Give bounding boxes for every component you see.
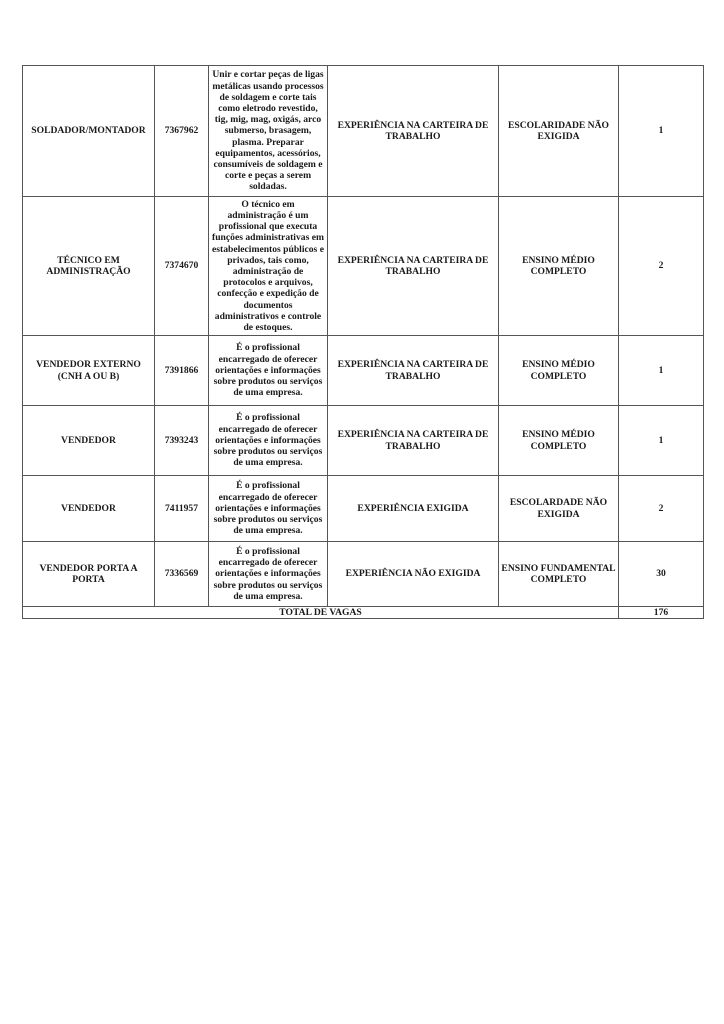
- education-cell: ENSINO FUNDAMENTAL COMPLETO: [499, 542, 619, 607]
- openings-count-cell: 30: [619, 542, 704, 607]
- job-description-cell: Unir e cortar peças de ligas metálicas usando processos de soldagem e corte tais como eletrodo revestido, tig, mig, mag, oxigás, arco submerso, brasagem, plasma. Preparar equipamentos, acessórios, consumíveis de soldagem e corte e peças a serem soldadas.: [209, 66, 328, 197]
- openings-count-cell: 1: [619, 406, 704, 476]
- job-title-cell: TÉCNICO EM ADMINISTRAÇÃO: [23, 197, 155, 336]
- experience-cell: EXPERIÊNCIA NA CARTEIRA DE TRABALHO: [328, 336, 499, 406]
- job-code-cell: 7411957: [155, 476, 209, 542]
- job-description-cell: É o profissional encarregado de oferecer orientações e informações sobre produtos ou serviços de uma empresa.: [209, 476, 328, 542]
- table-row: [23, 406, 704, 476]
- openings-count-cell: 1: [619, 66, 704, 197]
- table-row: [23, 336, 704, 406]
- job-description-cell: O técnico em administração é um profissional que executa funções administrativas em estabelecimentos públicos e privados, tais como, administração de protocolos e arquivos, confecção e expedição de documentos administrativos e controle de estoques.: [209, 197, 328, 336]
- experience-cell: EXPERIÊNCIA NA CARTEIRA DE TRABALHO: [328, 406, 499, 476]
- experience-cell: EXPERIÊNCIA EXIGIDA: [328, 476, 499, 542]
- job-description-cell: É o profissional encarregado de oferecer orientações e informações sobre produtos ou serviços de uma empresa.: [209, 542, 328, 607]
- job-openings-table: [22, 65, 704, 619]
- experience-cell: EXPERIÊNCIA NÃO EXIGIDA: [328, 542, 499, 607]
- table-row: [23, 66, 704, 197]
- openings-count-cell: 1: [619, 336, 704, 406]
- job-code-cell: 7374670: [155, 197, 209, 336]
- total-label: TOTAL DE VAGAS: [23, 607, 619, 619]
- job-code-cell: 7336569: [155, 542, 209, 607]
- education-cell: ENSINO MÉDIO COMPLETO: [499, 197, 619, 336]
- experience-cell: EXPERIÊNCIA NA CARTEIRA DE TRABALHO: [328, 197, 499, 336]
- table-row: [23, 197, 704, 336]
- table-row: [23, 476, 704, 542]
- education-cell: ESCOLARDADE NÃO EXIGIDA: [499, 476, 619, 542]
- job-code-cell: 7391866: [155, 336, 209, 406]
- job-title-cell: VENDEDOR EXTERNO (CNH A OU B): [23, 336, 155, 406]
- job-description-cell: É o profissional encarregado de oferecer orientações e informações sobre produtos ou serviços de uma empresa.: [209, 406, 328, 476]
- education-cell: ENSINO MÉDIO COMPLETO: [499, 336, 619, 406]
- job-code-cell: 7367962: [155, 66, 209, 197]
- education-cell: ENSINO MÉDIO COMPLETO: [499, 406, 619, 476]
- job-code-cell: 7393243: [155, 406, 209, 476]
- job-title-cell: VENDEDOR: [23, 406, 155, 476]
- education-cell: ESCOLARIDADE NÃO EXIGIDA: [499, 66, 619, 197]
- openings-count-cell: 2: [619, 476, 704, 542]
- job-title-cell: VENDEDOR PORTA A PORTA: [23, 542, 155, 607]
- total-row: [23, 607, 704, 619]
- openings-count-cell: 2: [619, 197, 704, 336]
- job-title-cell: VENDEDOR: [23, 476, 155, 542]
- experience-cell: EXPERIÊNCIA NA CARTEIRA DE TRABALHO: [328, 66, 499, 197]
- job-description-cell: É o profissional encarregado de oferecer orientações e informações sobre produtos ou serviços de uma empresa.: [209, 336, 328, 406]
- total-value: 176: [619, 607, 704, 619]
- table-row: [23, 542, 704, 607]
- job-title-cell: SOLDADOR/MONTADOR: [23, 66, 155, 197]
